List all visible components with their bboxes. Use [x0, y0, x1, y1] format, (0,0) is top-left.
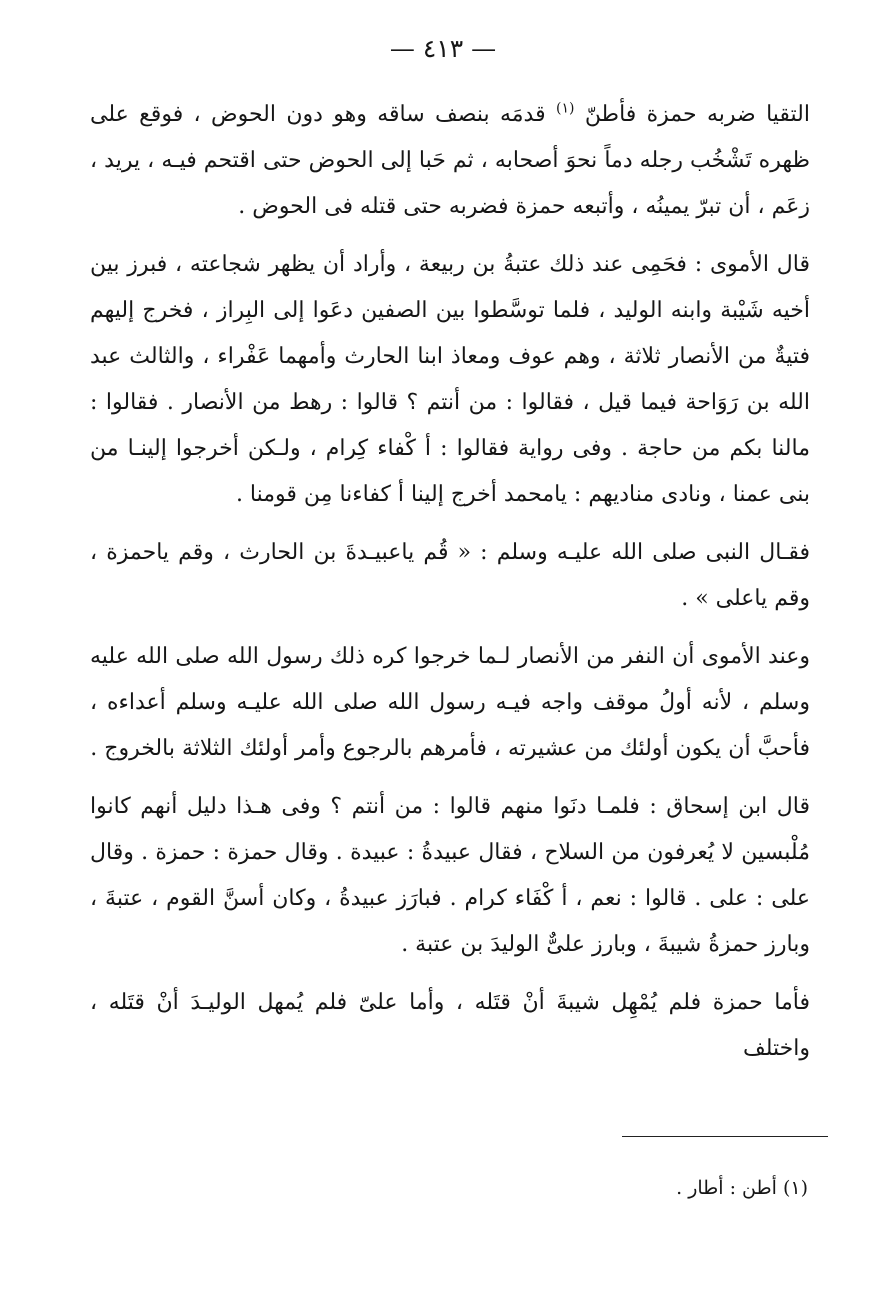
paragraph-6: فأما حمزة فلم يُمْهِل شيبةَ أنْ قتَله ، وأما علىّ فلم يُمهل الوليـدَ أنْ قتَله ، واختلف	[90, 990, 810, 1061]
paragraph-5: قال ابن إسحاق : فلمـا دنَوا منهم قالوا : من أنتم ؟ وفى هـذا دليل أنهم كانوا مُلْبسين لا يُعرفون من السلاح ، فقال عبيدةُ : عبيدة . وقال حمزة : حمزة . وقال على : على . قالوا : نعم ، أ كْفَاء كرام . فبارَز عبيدةُ ، وكان أسنَّ القوم ، عتبةَ ، وبارز حمزةُ شيبةَ ، وبارز علىٌّ الوليدَ بن عتبة .	[90, 794, 810, 957]
page-number: — ٤١٣ —	[389, 34, 497, 63]
footnote-marker: (١)	[555, 100, 575, 117]
footnote-divider	[622, 1136, 828, 1137]
paragraph-3: فقـال النبى صلى الله عليـه وسلم : « قُم ياعبيـدةَ بن الحارث ، وقم ياحمزة ، وقم ياعلى » .	[90, 540, 810, 611]
paragraph-4: وعند الأموى أن النفر من الأنصار لـما خرجوا كره ذلك رسول الله صلى الله عليه وسلم ، لأنه أولُ موقف واجه فيـه رسول الله صلى الله عليـه وسلم أعداءه ، فأحبَّ أن يكون أولئك من عشيرته ، فأمرهم بالرجوع وأمر أولئك الثلاثة بالخروج .	[90, 644, 810, 761]
body-text	[90, 92, 810, 1084]
paragraph-2: قال الأموى : فحَمِى عند ذلك عتبةُ بن ربيعة ، وأراد أن يظهر شجاعته ، فبرز بين أخيه شَيْبة وابنه الوليد ، فلما توسَّطوا بين الصفين دعَوا إلى البِراز ، فخرج إليهم فتيةٌ من الأنصار ثلاثة ، وهم عوف ومعاذ ابنا الحارث وأمهما عَفْراء ، والثالث عبد الله بن رَوَاحة فيما قيل ، فقالوا : من أنتم ؟ قالوا : رهط من الأنصار . فقالوا : مالنا بكم من حاجة . وفى رواية فقالوا : أ كْفاء كِرام ، ولـكن أخرجوا إلينـا من بنى عمنا ، ونادى مناديهم : يامحمد أخرج إلينا أ كفاءنا مِن قومنا .	[90, 252, 810, 507]
footnote: (١) أطن : أطار .	[676, 1177, 808, 1199]
paragraph-1-rest: قدمَه بنصف ساقه وهو دون الحوض ، فوقع على ظهره تَشْخُب رجله دماً نحوَ أصحابه ، ثم حَبا إلى الحوض حتى اقتحم فيـه ، يريد ، زعَم ، أن تبرّ يمينُه ، وأتبعه حمزة فضربه حتى قتله فى الحوض .	[90, 102, 810, 219]
paragraph-1-start: التقيا ضربه حمزة فأطنّ	[584, 102, 810, 127]
paragraph-1	[90, 92, 810, 230]
